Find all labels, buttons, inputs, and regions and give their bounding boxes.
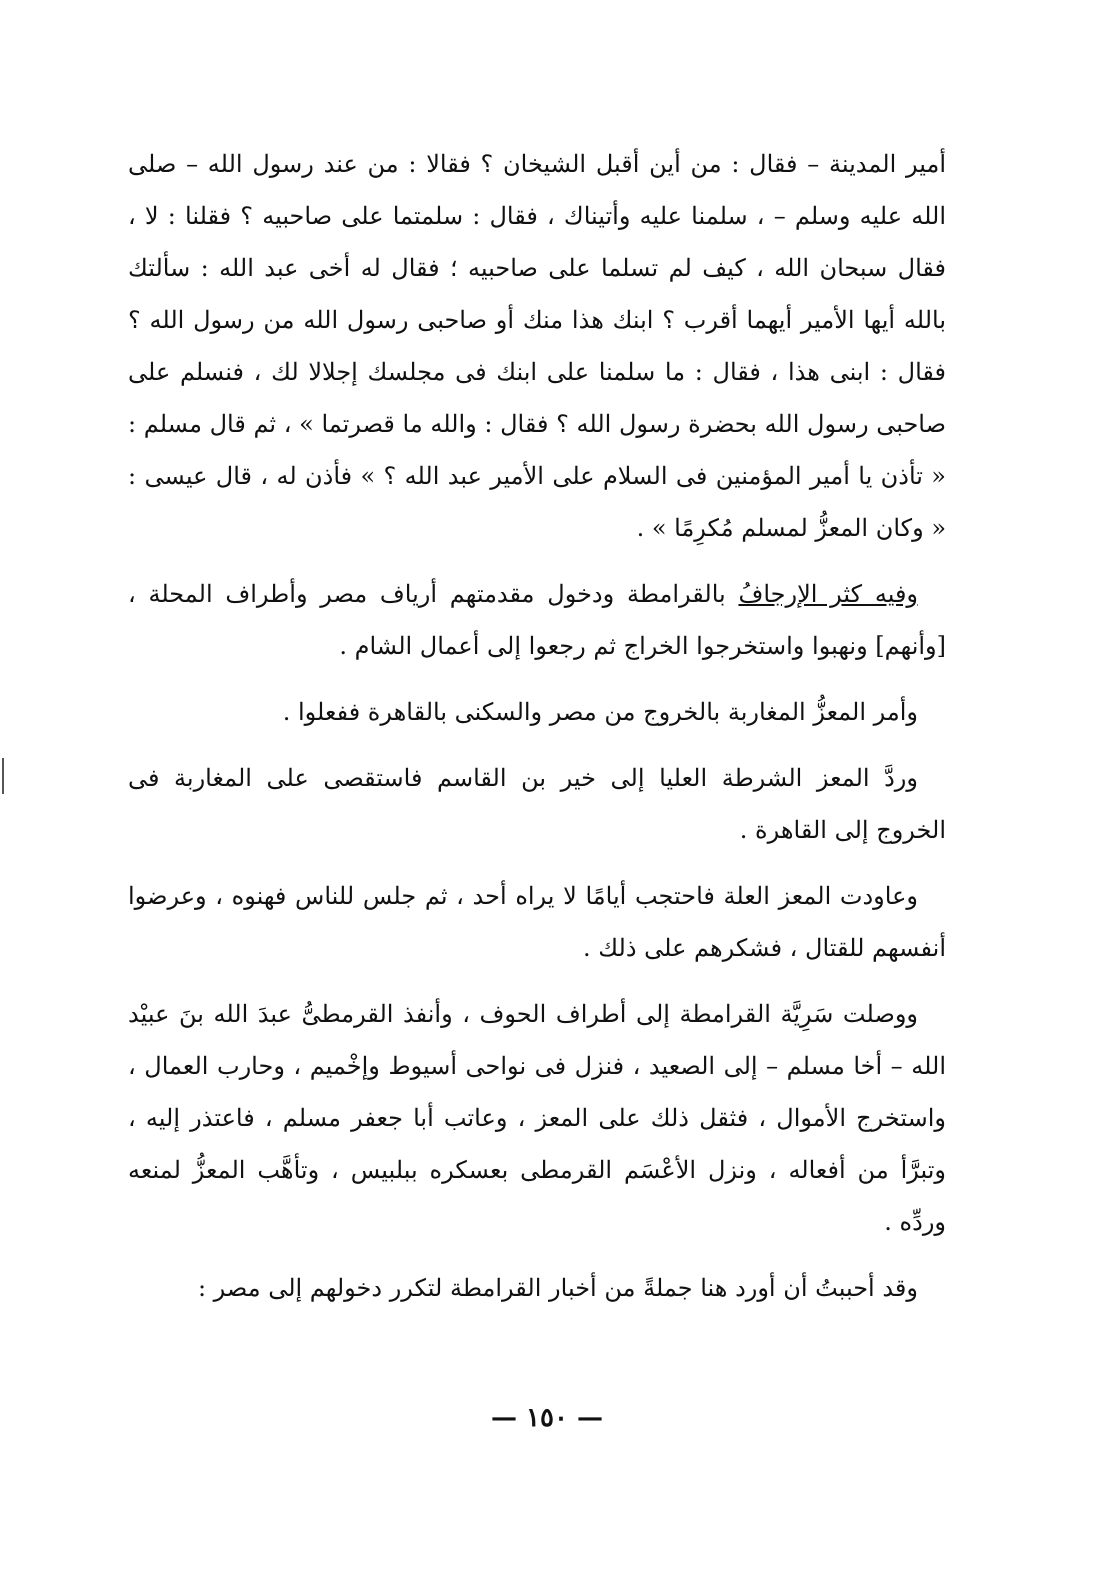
paragraph-6: ووصلت سَرِيَّة القرامطة إلى أطراف الحوف ، وأنفذ القرمطىُّ عبدَ الله بنَ عبيْد الله – أخا مسلم – إلى الصعيد ، فنزل فى نواحى أسيوط وإخْميم ، وحارب العمال ، واستخرج الأموال ، فثقل ذلك على المعز ، وعاتب أبا جعفر مسلم ، فاعتذر إليه ، وتبرَّأ من أفعاله ، ونزل الأعْسَم القرمطى بعسكره ببلبيس ، وتأهَّب المعزُّ لمنعه وردِّه .: [128, 1000, 946, 1236]
paragraph-3: وأمر المعزُّ المغاربة بالخروج من مصر والسكنى بالقاهرة ففعلوا .: [282, 698, 918, 726]
paragraph-5: وعاودت المعز العلة فاحتجب أيامًا لا يراه أحد ، ثم جلس للناس فهنوه ، وعرضوا أنفسهم للقتال ، فشكرهم على ذلك .: [128, 882, 946, 962]
paragraph-4: وردَّ المعز الشرطة العليا إلى خير بن القاسم فاستقصى على المغاربة فى الخروج إلى القاهرة .: [128, 764, 946, 844]
paragraph-1: أمير المدينة – فقال : من أين أقبل الشيخان ؟ فقالا : من عند رسول الله – صلى الله عليه وسلم – ، سلمنا عليه وأتيناك ، فقال : سلمتما على صاحبيه ؟ فقلنا : لا ، فقال سبحان الله ، كيف لم تسلما على صاحبيه ؛ فقال له أخى عبد الله : سألتك بالله أيها الأمير أيهما أقرب ؟ ابنك هذا منك أو صاحبى رسول الله من رسول الله ؟ فقال : ابنى هذا ، فقال : ما سلمنا على ابنك فى مجلسك إجلالا لك ، فنسلم على صاحبى رسول الله بحضرة رسول الله ؟ فقال : والله ما قصرتما » ، ثم قال مسلم : « تأذن يا أمير المؤمنين فى السلام على الأمير عبد الله ؟ » فأذن له ، قال عيسى : « وكان المعزُّ لمسلم مُكرِمًا » .: [128, 150, 946, 542]
body-text: [128, 138, 946, 1314]
paragraph-2-rest: بالقرامطة ودخول مقدمتهم أرياف مصر وأطراف المحلة ، [وأنهم] ونهبوا واستخرجوا الخراج ثم رجعوا إلى أعمال الشام .: [128, 580, 946, 660]
paragraph-7: وقد أحببتُ أن أورد هنا جملةً من أخبار القرامطة لتكرر دخولهم إلى مصر :: [197, 1274, 918, 1302]
scan-edge-mark: [2, 758, 4, 794]
paragraph-2-lead: وفيه كثر الإرجافُ: [738, 580, 919, 608]
paragraph-2: [128, 568, 946, 672]
page-number: — ١٥٠ —: [490, 1403, 604, 1433]
